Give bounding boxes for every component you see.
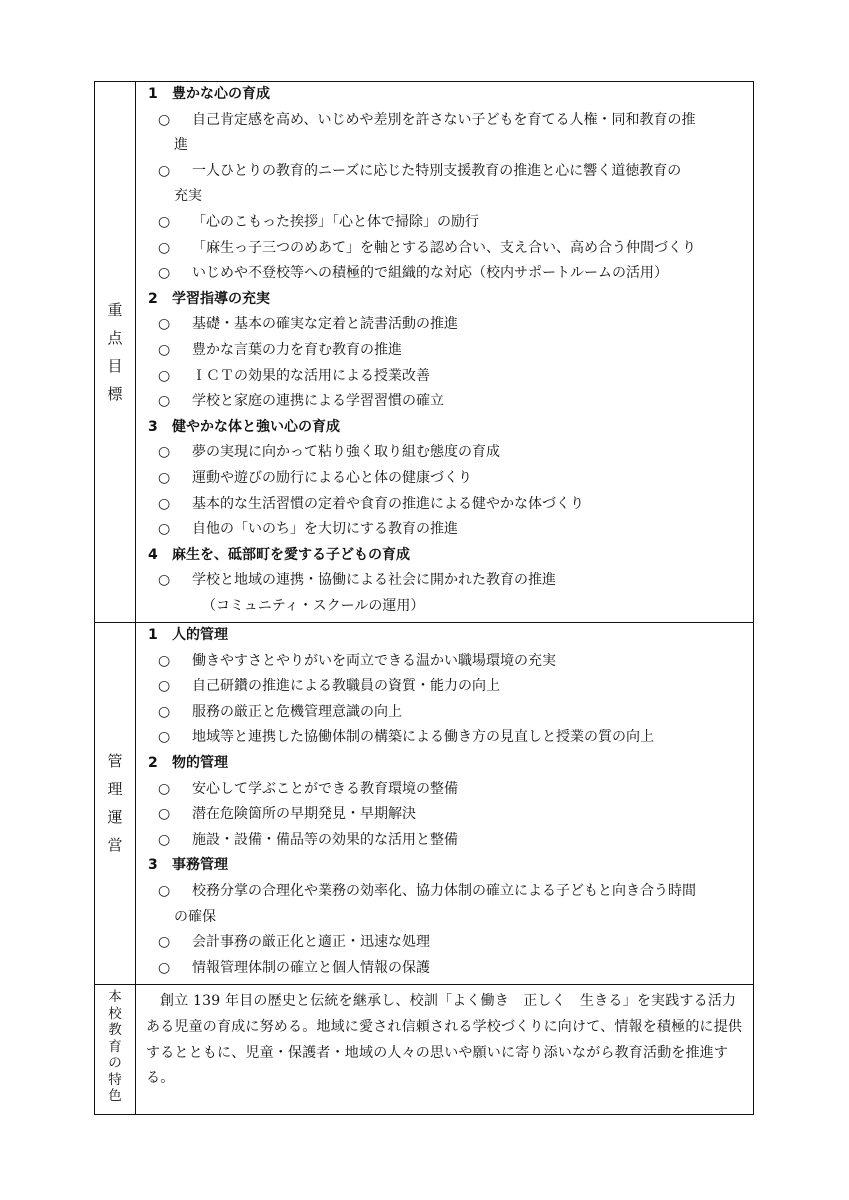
goals-label	[95, 296, 135, 408]
goals-section-heading	[136, 415, 753, 441]
list-item	[136, 956, 753, 982]
section-number: 3	[148, 857, 158, 874]
list-item	[136, 674, 753, 700]
item-text: 自他の「いのち」を大切にする教育の推進	[192, 521, 458, 538]
circle-bullet-icon: ○	[158, 265, 171, 282]
list-item	[136, 492, 753, 518]
list-item	[136, 649, 753, 675]
section-number: 2	[148, 754, 158, 771]
item-text: 基本的な生活習慣の定着や食育の推進による健やかな体づくり	[192, 495, 584, 512]
features-row	[95, 985, 754, 1115]
item-text: ＩＣＴの効果的な活用による授業改善	[192, 367, 430, 384]
features-text: 創立 139 年目の歴史と伝統を継承し、校訓「よく働き 正しく 生きる」を実践する活力ある児童の育成に努める。地域に愛され信頼される学校づくりに向けて、情報を積極的に提供するとともに、児童・保護者・地域の人々の思いや願いに寄り添いながら教育活動を推進する。	[146, 993, 743, 1087]
section-title: 麻生を、砥部町を愛する子どもの育成	[172, 546, 410, 563]
item-text: 地域等と連携した協働体制の構築による働き方の見直しと授業の質の向上	[192, 729, 654, 746]
features-label-char: 教	[108, 1022, 122, 1038]
management-label-char: 管	[107, 752, 123, 770]
item-text: 会計事務の厳正化と適正・迅速な処理	[192, 934, 430, 951]
features-label	[95, 989, 135, 1105]
circle-bullet-icon: ○	[158, 521, 171, 538]
item-text: 豊かな言葉の力を育む教育の推進	[192, 341, 402, 358]
list-item	[136, 777, 753, 803]
goals-label-char: 点	[107, 328, 123, 347]
item-text: 服務の厳正と危機管理意識の向上	[192, 703, 402, 720]
item-text: 「心のこもった挨拶」「心と体で掃除」の励行	[192, 213, 479, 230]
features-label-char: 特	[108, 1071, 122, 1088]
list-item	[136, 725, 753, 751]
circle-bullet-icon: ○	[158, 678, 171, 695]
management-section-heading	[136, 853, 753, 879]
section-title: 学習指導の充実	[172, 290, 270, 307]
management-label-char: 理	[107, 780, 123, 798]
circle-bullet-icon: ○	[158, 959, 171, 976]
management-row	[95, 623, 754, 985]
goals-label-char: 標	[107, 384, 123, 403]
goals-row	[95, 82, 754, 623]
item-text: 「麻生っ子三つのめあて」を軸とする認め合い、支え合い、高め合う仲間づくり	[192, 239, 696, 256]
list-item	[136, 466, 753, 492]
goals-label-char: 目	[107, 356, 123, 375]
features-label-char: の	[108, 1055, 122, 1071]
item-text: 自己肯定感を高め、いじめや差別を許さない子どもを育てる人権・同和教育の推	[192, 111, 696, 128]
management-label	[95, 748, 135, 860]
list-item	[136, 389, 753, 415]
section-title: 物的管理	[172, 754, 228, 771]
list-item	[136, 700, 753, 726]
circle-bullet-icon: ○	[158, 806, 171, 823]
school-plan-table	[94, 81, 754, 1115]
features-label-char: 本	[108, 989, 122, 1005]
circle-bullet-icon: ○	[158, 882, 171, 899]
goals-section-heading	[136, 82, 753, 108]
item-text: 施設・設備・備品等の効果的な活用と整備	[192, 831, 458, 848]
list-item	[136, 364, 753, 390]
item-text: 情報管理体制の確立と個人情報の保護	[192, 959, 430, 976]
circle-bullet-icon: ○	[158, 572, 171, 589]
section-number: 3	[148, 418, 158, 435]
list-item	[136, 828, 753, 854]
item-text: いじめや不登校等への積極的で組織的な対応（校内サポートルームの活用）	[192, 265, 668, 282]
circle-bullet-icon: ○	[158, 652, 171, 669]
goals-label-char: 重	[107, 300, 123, 319]
circle-bullet-icon: ○	[158, 703, 171, 720]
features-label-char: 校	[108, 1005, 122, 1022]
list-item	[136, 440, 753, 466]
list-item	[136, 802, 753, 828]
management-section-heading	[136, 751, 753, 777]
goals-section-heading	[136, 287, 753, 313]
circle-bullet-icon: ○	[158, 367, 171, 384]
circle-bullet-icon: ○	[158, 729, 171, 746]
features-label-char: 色	[108, 1088, 122, 1104]
list-item	[136, 210, 753, 236]
item-text: 一人ひとりの教育的ニーズに応じた特別支援教育の推進と心に響く道徳教育の	[192, 162, 682, 179]
goals-content	[136, 82, 754, 623]
list-item	[136, 338, 753, 364]
section-number: 4	[148, 546, 158, 563]
section-title: 事務管理	[172, 857, 228, 874]
features-label-cell	[95, 985, 136, 1115]
circle-bullet-icon: ○	[158, 495, 171, 512]
item-text: 校務分掌の合理化や業務の効率化、協力体制の確立による子どもと向き合う時間	[192, 882, 696, 899]
item-text: 運動や遊びの励行による心と体の健康づくり	[192, 469, 472, 486]
circle-bullet-icon: ○	[158, 316, 171, 333]
list-item	[136, 108, 753, 159]
management-label-cell	[95, 623, 136, 985]
section-number: 2	[148, 290, 158, 307]
list-item	[136, 159, 753, 210]
circle-bullet-icon: ○	[158, 444, 171, 461]
item-text: 夢の実現に向かって粘り強く取り組む態度の育成	[192, 444, 500, 461]
circle-bullet-icon: ○	[158, 934, 171, 951]
features-label-char: 育	[108, 1038, 122, 1055]
item-text: 学校と家庭の連携による学習習慣の確立	[192, 393, 444, 410]
item-text: 学校と地域の連携・協働による社会に開かれた教育の推進	[192, 572, 556, 589]
circle-bullet-icon: ○	[158, 393, 171, 410]
circle-bullet-icon: ○	[158, 469, 171, 486]
goals-section-heading	[136, 543, 753, 569]
circle-bullet-icon: ○	[158, 780, 171, 797]
list-item	[136, 930, 753, 956]
circle-bullet-icon: ○	[158, 213, 171, 230]
management-content	[136, 623, 754, 985]
item-text-continued: 充実	[174, 188, 202, 205]
item-subnote: （コミュニティ・スクールの運用）	[202, 597, 425, 614]
list-item	[136, 517, 753, 543]
circle-bullet-icon: ○	[158, 239, 171, 256]
section-number: 1	[148, 627, 158, 643]
list-item	[136, 236, 753, 262]
section-title: 人的管理	[172, 627, 228, 643]
item-text-continued: 進	[174, 137, 188, 154]
item-text-continued: の確保	[174, 908, 216, 925]
list-item	[136, 312, 753, 338]
goals-label-cell	[95, 82, 136, 623]
list-item	[136, 879, 753, 930]
section-number: 1	[148, 86, 158, 102]
management-section-heading	[136, 623, 753, 649]
list-item	[136, 261, 753, 287]
circle-bullet-icon: ○	[158, 341, 171, 358]
item-text: 安心して学ぶことができる教育環境の整備	[192, 780, 458, 797]
section-title: 豊かな心の育成	[172, 86, 270, 102]
circle-bullet-icon: ○	[158, 111, 171, 128]
list-item	[136, 568, 753, 594]
item-text: 潜在危険箇所の早期発見・早期解決	[192, 806, 416, 823]
management-label-char: 運	[107, 808, 123, 826]
item-text: 基礎・基本の確実な定着と読書活動の推進	[192, 316, 458, 333]
item-text: 自己研鑽の推進による教職員の資質・能力の向上	[192, 678, 500, 695]
circle-bullet-icon: ○	[158, 831, 171, 848]
section-title: 健やかな体と強い心の育成	[172, 418, 340, 435]
features-content	[136, 985, 754, 1115]
item-text: 働きやすさとやりがいを両立できる温かい職場環境の充実	[192, 652, 556, 669]
management-label-char: 営	[107, 836, 123, 854]
circle-bullet-icon: ○	[158, 162, 171, 179]
